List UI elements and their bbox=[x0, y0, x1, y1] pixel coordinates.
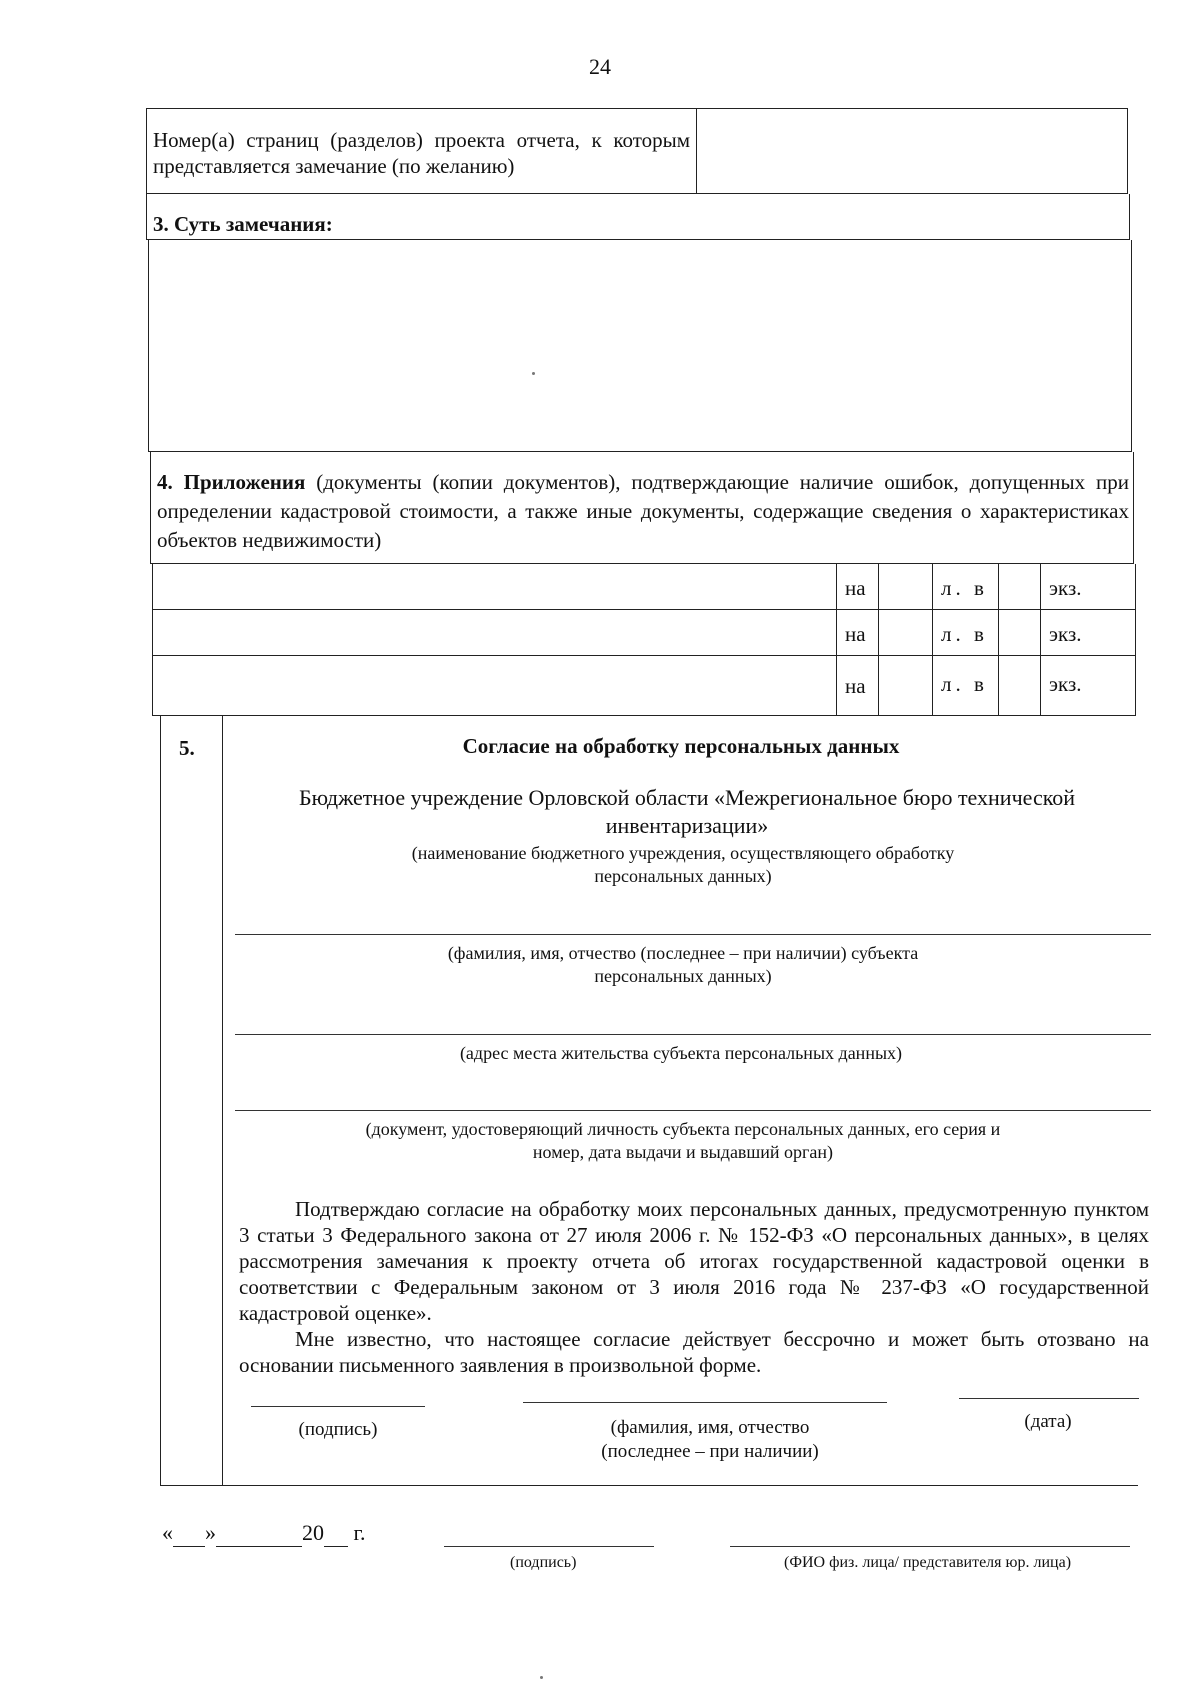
fio-input-line[interactable] bbox=[235, 934, 1151, 935]
attachment-na-label: на bbox=[837, 564, 879, 609]
attachment-na-label: на bbox=[837, 656, 879, 715]
attachment-copies-field[interactable] bbox=[999, 564, 1041, 609]
section-4-description: (документы (копии документов), подтверждающие наличие ошибок, допущенных при определении кадастровой стоимости, а также иные документы, содержащие сведения о характеристиках объектов недвижимости) bbox=[157, 470, 1129, 552]
fio-note: (фамилия, имя, отчество (последнее – при наличии) субъекта персональных данных) bbox=[447, 943, 919, 986]
section-5 bbox=[160, 716, 1149, 1486]
footer-month-field[interactable] bbox=[216, 1520, 302, 1547]
footer-year-field[interactable] bbox=[324, 1520, 348, 1547]
attachment-copies-label: экз. bbox=[1049, 672, 1082, 696]
fio-signature-line[interactable] bbox=[523, 1402, 887, 1403]
footer-date bbox=[162, 1520, 366, 1547]
consent-paragraph-2: Мне известно, что настоящее согласие действует бессрочно и может быть отозвано на основании письменного заявления в произвольной форме. bbox=[239, 1327, 1149, 1377]
scan-speck bbox=[540, 1676, 543, 1679]
attachment-sheets-field[interactable] bbox=[879, 564, 933, 609]
document-input-line[interactable] bbox=[235, 1110, 1151, 1111]
address-input-line[interactable] bbox=[235, 1034, 1151, 1035]
section-4-header bbox=[150, 452, 1134, 564]
footer-signature-label: (подпись) bbox=[510, 1554, 577, 1571]
fio-signature-label: (фамилия, имя, отчество (последнее – при наличии) bbox=[601, 1417, 819, 1462]
footer-day-field[interactable] bbox=[173, 1520, 205, 1547]
attachment-sheets-field[interactable] bbox=[879, 656, 933, 715]
attachment-na-label: на bbox=[837, 610, 879, 655]
org-note: (наименование бюджетного учреждения, осуществляющего обработку персональных данных) bbox=[411, 843, 955, 886]
footer-open-quote: « bbox=[162, 1520, 173, 1545]
footer-fio-label: (ФИО физ. лица/ представителя юр. лица) bbox=[784, 1554, 1072, 1571]
pages-row bbox=[146, 108, 1128, 194]
date-label: (дата) bbox=[1024, 1411, 1072, 1432]
section-5-number: 5. bbox=[179, 736, 195, 760]
attachment-row bbox=[152, 656, 1136, 716]
consent-title: Согласие на обработку персональных данных bbox=[462, 734, 900, 758]
attachment-document-field[interactable] bbox=[153, 564, 837, 609]
attachment-row bbox=[152, 564, 1136, 610]
footer-close-quote: » bbox=[205, 1520, 216, 1545]
attachment-document-field[interactable] bbox=[153, 656, 837, 715]
attachment-sheets-label: л. в bbox=[933, 610, 999, 655]
consent-paragraph-1: Подтверждаю согласие на обработку моих персональных данных, предусмотренную пунктом 3 статьи 3 Федерального закона от 27 июля 2006 г. № 152-ФЗ «О персональных данных», в целях рассмотрения замечания к проекту отчета об итогах государственной кадастровой оценки в соответствии с Федеральным законом от 3 июля 2016 года № 237-ФЗ «О государственной кадастровой оценке». bbox=[239, 1197, 1149, 1325]
page-number: 24 bbox=[589, 54, 611, 79]
date-line[interactable] bbox=[959, 1398, 1139, 1399]
section-3-heading: 3. Суть замечания: bbox=[153, 212, 333, 236]
attachment-copies-field[interactable] bbox=[999, 610, 1041, 655]
footer-year-prefix: 20 bbox=[302, 1520, 324, 1545]
attachment-document-field[interactable] bbox=[153, 610, 837, 655]
attachment-sheets-field[interactable] bbox=[879, 610, 933, 655]
consent-text bbox=[239, 1196, 1149, 1378]
attachment-row bbox=[152, 610, 1136, 656]
section-5-number-column bbox=[161, 716, 223, 1485]
footer-year-suffix: г. bbox=[353, 1520, 366, 1545]
section-3-header bbox=[146, 194, 1130, 240]
section-4-number: 4. bbox=[157, 470, 173, 494]
document-note: (документ, удостоверяющий личность субъекта персональных данных, его серия и номер, дата выдачи и выдавший орган) bbox=[365, 1119, 1001, 1162]
footer-signature-line[interactable] bbox=[444, 1546, 654, 1547]
pages-row-label: Номер(а) страниц (разделов) проекта отчета, к которым представляется замечание (по желанию) bbox=[147, 109, 697, 193]
address-note: (адрес места жительства субъекта персональных данных) bbox=[459, 1043, 903, 1063]
attachment-copies-label: экз. bbox=[1049, 576, 1082, 600]
attachment-copies-field[interactable] bbox=[999, 656, 1041, 715]
pages-row-value-field[interactable] bbox=[697, 109, 1127, 193]
section-5-content bbox=[223, 716, 1149, 1485]
attachment-sheets-label: л. в bbox=[933, 564, 999, 609]
signature-label: (подпись) bbox=[298, 1419, 378, 1440]
signature-line[interactable] bbox=[251, 1406, 425, 1407]
org-name: Бюджетное учреждение Орловской области «Межрегиональное бюро технической инвентаризации» bbox=[298, 785, 1076, 838]
footer-fio-line[interactable] bbox=[730, 1546, 1130, 1547]
attachment-sheets-label: л. в bbox=[933, 656, 999, 715]
section-4-title: Приложения bbox=[183, 470, 306, 494]
remarks-field[interactable] bbox=[148, 240, 1132, 452]
attachment-copies-label: экз. bbox=[1049, 622, 1082, 646]
scan-speck bbox=[532, 372, 535, 375]
